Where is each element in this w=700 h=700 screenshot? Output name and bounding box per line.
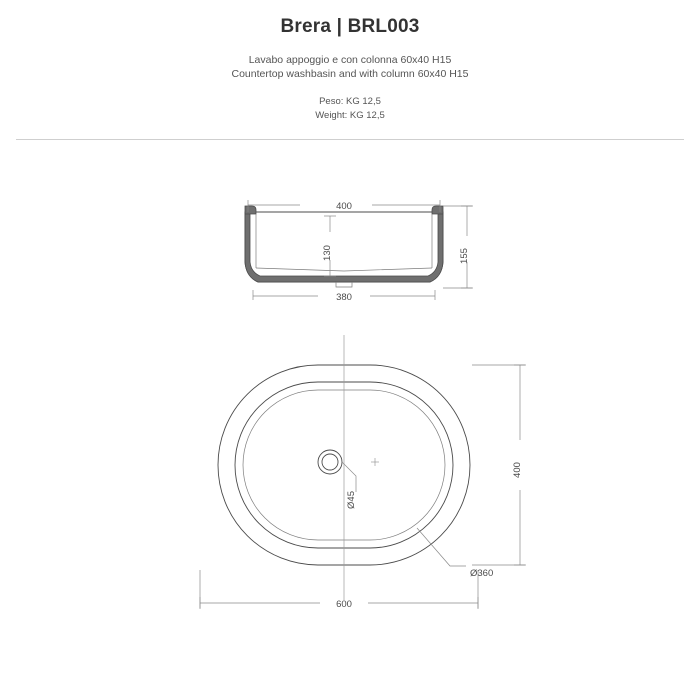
dim-section-bottom-width: 380 bbox=[336, 292, 352, 303]
dim-bowl-diameter: Ø360 bbox=[470, 568, 494, 579]
side-section-view bbox=[245, 200, 473, 303]
dim-section-top-width: 400 bbox=[336, 201, 352, 212]
weight-italian: Peso: KG 12,5 bbox=[319, 96, 381, 107]
top-plan-view bbox=[200, 335, 526, 610]
weight-english: Weight: KG 12,5 bbox=[315, 110, 385, 121]
page-title: Brera | BRL003 bbox=[280, 16, 420, 37]
subtitle-english: Countertop washbasin and with column 60x40 H15 bbox=[231, 68, 469, 80]
dim-plan-width: 600 bbox=[336, 599, 352, 610]
subtitle-italian: Lavabo appoggio e con colonna 60x40 H15 bbox=[248, 54, 452, 66]
dim-section-total-height: 155 bbox=[459, 248, 470, 264]
dim-section-inner-height: 130 bbox=[322, 245, 333, 261]
dim-drain-hole: Ø45 bbox=[346, 491, 357, 509]
dim-plan-depth: 400 bbox=[512, 462, 523, 478]
